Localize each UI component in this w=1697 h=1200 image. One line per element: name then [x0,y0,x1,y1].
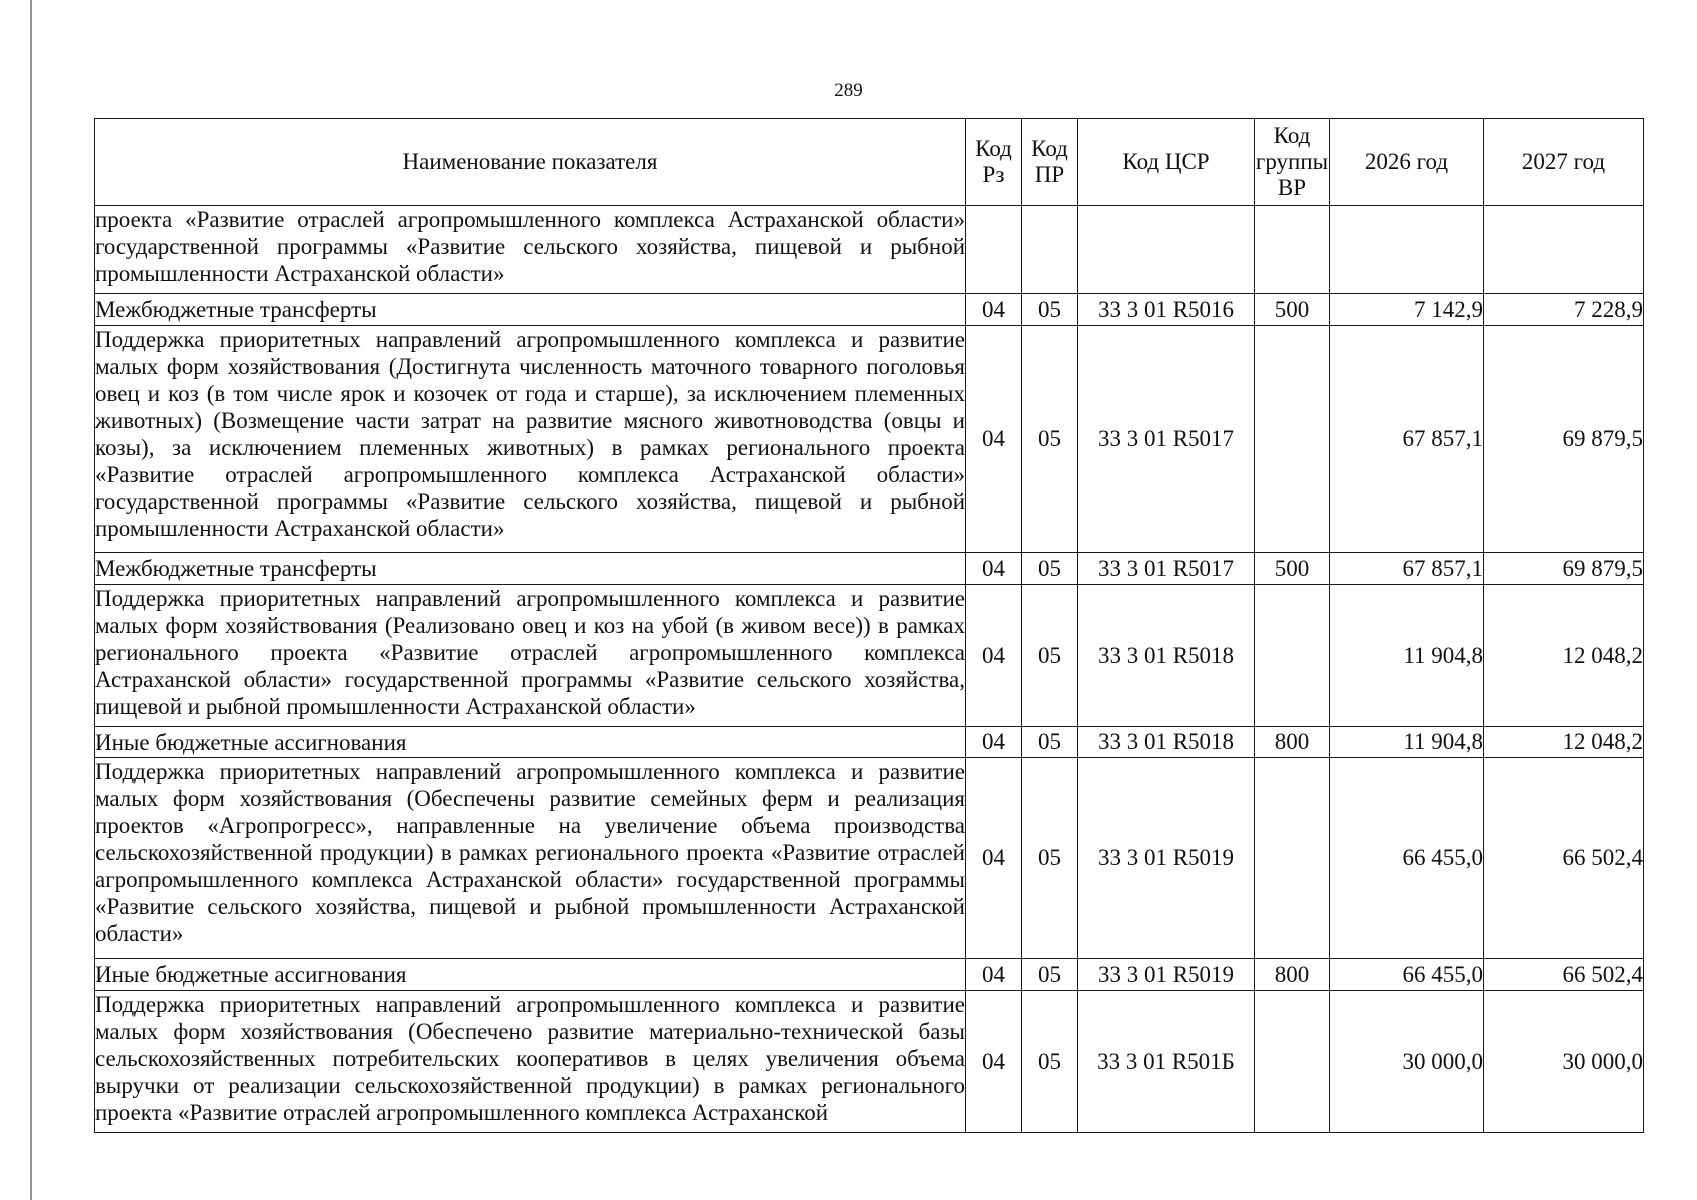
row-pr: 05 [1022,727,1078,758]
row-2026: 67 857,1 [1330,553,1484,585]
row-2026: 11 904,8 [1330,585,1484,727]
header-2026: 2026 год [1330,119,1484,206]
row-2026: 30 000,0 [1330,991,1484,1133]
row-vr: 800 [1255,959,1330,991]
row-2027: 7 228,9 [1484,294,1644,326]
page-number: 289 [834,80,863,101]
table-row [95,959,1644,991]
row-pr [1022,206,1078,294]
row-2026: 67 857,1 [1330,326,1484,553]
header-2027: 2027 год [1484,119,1644,206]
row-name: проекта «Развитие отраслей агропромышленного комплекса Астраханской области» государственной программы «Развитие сельского хозяйства, пищевой и рыбной промышленности Астраханской области» [95,206,966,294]
row-rz: 04 [966,585,1022,727]
row-rz [966,206,1022,294]
row-vr [1255,206,1330,294]
table-row [95,326,1644,553]
row-name: Поддержка приоритетных направлений агропромышленного комплекса и развитие малых форм хозяйствования (Обеспечены развитие семейных ферм и реализация проектов «Агропрогресс», направленные на увеличение объема производства сельскохозяйственной продукции) в рамках регионального проекта «Развитие отраслей агропромышленного комплекса Астраханской области» государственной программы «Развитие сельского хозяйства, пищевой и рыбной промышленности Астраханской области» [95,758,966,959]
row-pr: 05 [1022,326,1078,553]
row-csr: 33 3 01 R5017 [1078,553,1255,585]
row-2026: 66 455,0 [1330,758,1484,959]
row-vr: 500 [1255,294,1330,326]
header-csr: Код ЦСР [1078,119,1255,206]
row-2027: 30 000,0 [1484,991,1644,1133]
row-pr: 05 [1022,553,1078,585]
row-csr: 33 3 01 R5018 [1078,585,1255,727]
page-binding-line [30,0,32,1200]
row-csr [1078,206,1255,294]
row-2026 [1330,206,1484,294]
budget-table [94,118,1644,1133]
row-csr: 33 3 01 R5019 [1078,959,1255,991]
row-2027: 69 879,5 [1484,326,1644,553]
row-2027 [1484,206,1644,294]
row-rz: 04 [966,294,1022,326]
row-name: Поддержка приоритетных направлений агропромышленного комплекса и развитие малых форм хозяйствования (Реализовано овец и коз на убой (в живом весе)) в рамках регионального проекта «Развитие отраслей агропромышленного комплекса Астраханской области» государственной программы «Развитие сельского хозяйства, пищевой и рыбной промышленности Астраханской области» [95,585,966,727]
row-csr: 33 3 01 R5019 [1078,758,1255,959]
row-vr [1255,585,1330,727]
row-csr: 33 3 01 R5016 [1078,294,1255,326]
row-rz: 04 [966,553,1022,585]
header-pr: Код ПР [1022,119,1078,206]
row-pr: 05 [1022,991,1078,1133]
row-pr: 05 [1022,959,1078,991]
table-row [95,991,1644,1133]
row-rz: 04 [966,758,1022,959]
row-csr: 33 3 01 R5018 [1078,727,1255,758]
row-rz: 04 [966,326,1022,553]
row-name: Иные бюджетные ассигнования [95,959,966,991]
row-pr: 05 [1022,294,1078,326]
row-pr: 05 [1022,585,1078,727]
row-name: Поддержка приоритетных направлений агропромышленного комплекса и развитие малых форм хозяйствования (Обеспечено развитие материально-технической базы сельскохозяйственных потребительских кооперативов в целях увеличения объема выручки от реализации сельскохозяйственной продукции) в рамках регионального проекта «Развитие отраслей агропромышленного комплекса Астраханской [95,991,966,1133]
row-csr: 33 3 01 R5017 [1078,326,1255,553]
row-name: Иные бюджетные ассигнования [95,727,966,758]
row-name: Межбюджетные трансферты [95,553,966,585]
row-2027: 12 048,2 [1484,585,1644,727]
table-row [95,294,1644,326]
row-rz: 04 [966,727,1022,758]
row-2027: 69 879,5 [1484,553,1644,585]
row-vr: 500 [1255,553,1330,585]
row-vr: 800 [1255,727,1330,758]
row-2026: 7 142,9 [1330,294,1484,326]
table-row [95,727,1644,758]
row-vr [1255,991,1330,1133]
row-2026: 11 904,8 [1330,727,1484,758]
row-2026: 66 455,0 [1330,959,1484,991]
row-csr: 33 3 01 R501Б [1078,991,1255,1133]
table-row [95,553,1644,585]
row-rz: 04 [966,959,1022,991]
row-pr: 05 [1022,758,1078,959]
row-rz: 04 [966,991,1022,1133]
row-2027: 12 048,2 [1484,727,1644,758]
table-row [95,585,1644,727]
row-vr [1255,326,1330,553]
row-vr [1255,758,1330,959]
table-header-row [95,119,1644,206]
header-vr: Код группы ВР [1255,119,1330,206]
table-row [95,206,1644,294]
row-name: Межбюджетные трансферты [95,294,966,326]
row-2027: 66 502,4 [1484,758,1644,959]
table-row [95,758,1644,959]
header-name: Наименование показателя [95,119,966,206]
row-2027: 66 502,4 [1484,959,1644,991]
header-rz: Код Рз [966,119,1022,206]
row-name: Поддержка приоритетных направлений агропромышленного комплекса и развитие малых форм хозяйствования (Достигнута численность маточного товарного поголовья овец и коз (в том числе ярок и козочек от года и старше), за исключением племенных животных) (Возмещение части затрат на развитие мясного животноводства (овцы и козы), за исключением племенных животных) в рамках регионального проекта «Развитие отраслей агропромышленного комплекса Астраханской области» государственной программы «Развитие сельского хозяйства, пищевой и рыбной промышленности Астраханской области» [95,326,966,553]
